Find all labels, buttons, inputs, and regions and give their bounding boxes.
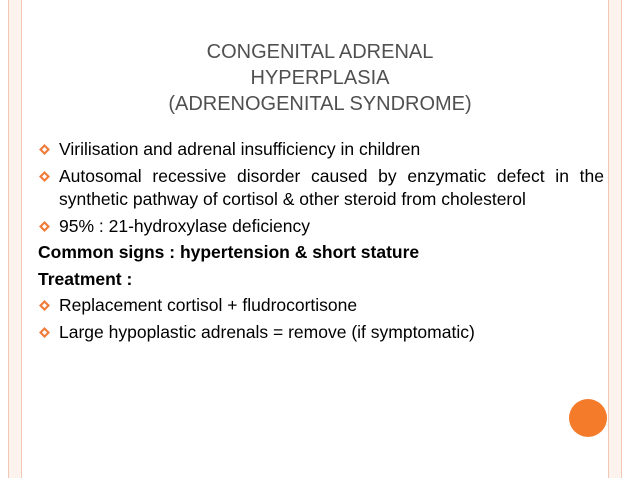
bullet-item: [38, 165, 604, 212]
bullet-icon: [38, 326, 51, 339]
bullet-item: [38, 321, 604, 345]
slide-title: [120, 39, 520, 117]
bullet-icon: [38, 143, 51, 156]
bullet-icon: [38, 299, 51, 312]
title-line-3: (ADRENOGENITAL SYNDROME): [168, 93, 472, 115]
bullet-item: [38, 215, 604, 239]
bullet-item: [38, 138, 604, 162]
left-decorative-border: [8, 0, 22, 478]
title-line-1: CONGENITAL ADRENAL: [206, 41, 434, 63]
bullet-icon: [38, 220, 51, 233]
bullet-text: Large hypoplastic adrenals = remove (if symptomatic): [59, 321, 475, 342]
orange-circle-decoration: [569, 399, 607, 437]
bullet-text: Replacement cortisol + fludrocortisone: [59, 295, 358, 315]
common-signs-line: Common signs : hypertension & short stature: [38, 242, 420, 262]
bullet-text: 95% : 21-hydroxylase deficiency: [59, 215, 310, 236]
right-decorative-border: [608, 0, 622, 478]
bullet-icon: [38, 170, 51, 183]
bullet-text: Virilisation and adrenal insufficiency in children: [59, 139, 421, 159]
title-line-2: HYPERPLASIA: [250, 67, 390, 89]
treatment-heading: Treatment :: [38, 268, 133, 289]
slide-content: [38, 138, 604, 347]
bullet-text: Autosomal recessive disorder caused by enzymatic defect in the synthetic pathway of cortisol & other steroid from cholesterol: [59, 165, 604, 209]
bullet-item: [38, 294, 604, 318]
